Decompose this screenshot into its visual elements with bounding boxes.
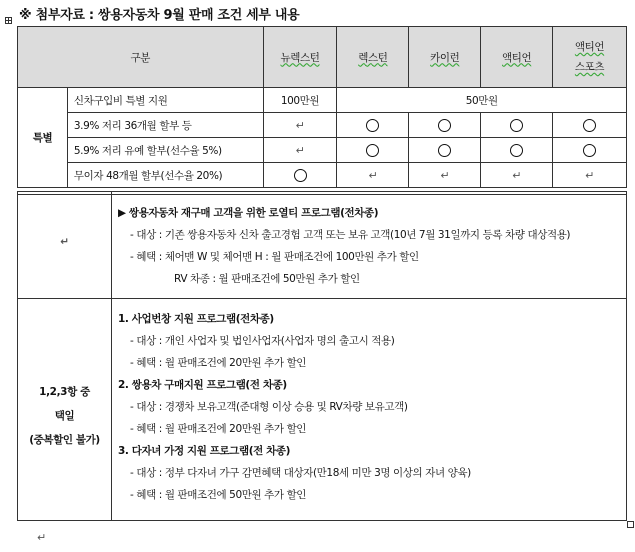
cell-value: 100만원 <box>263 88 337 113</box>
row-label: 신차구입비 특별 지원 <box>67 88 263 113</box>
program-list <box>118 308 471 506</box>
programs-table <box>17 191 627 521</box>
loyalty-benefit-rv: RV 차종 : 월 판매조건에 50만원 추가 할인 <box>174 273 360 285</box>
circle-mark-icon <box>366 144 379 157</box>
header-model: 액티언 <box>481 27 553 88</box>
divider <box>18 298 626 299</box>
row-label: 3.9% 저리 36개월 할부 등 <box>67 113 263 138</box>
program-benefit: - 혜택 : 월 판매조건에 50만원 추가 할인 <box>130 489 307 501</box>
table-row <box>18 138 627 163</box>
cell-value <box>263 163 337 188</box>
header-model: 액티언 스포츠 <box>553 27 627 88</box>
program-heading: 2. 쌍용차 구매지원 프로그램(전 차종) <box>118 379 287 391</box>
document-title: ※ 첨부자료 : 쌍용자동차 9월 판매 조건 세부 내용 <box>19 8 300 23</box>
circle-mark-icon <box>510 119 523 132</box>
cell-value: ↵ <box>481 163 553 188</box>
cell-value: 50만원 <box>337 88 627 113</box>
program-target: - 대상 : 개인 사업자 및 법인사업자(사업자 명의 출고시 적용) <box>130 335 395 347</box>
circle-mark-icon <box>583 119 596 132</box>
divider <box>18 192 626 195</box>
program-heading: 1. 사업번창 지원 프로그램(전차종) <box>118 313 274 325</box>
header-model: 렉스턴 <box>337 27 409 88</box>
cell-value: ↵ <box>263 138 337 163</box>
header-model: 카이런 <box>409 27 481 88</box>
table-row <box>18 163 627 188</box>
circle-mark-icon <box>294 169 307 182</box>
cell-value <box>553 138 627 163</box>
cell-value <box>337 113 409 138</box>
cell-value <box>409 113 481 138</box>
cell-value: ↵ <box>263 113 337 138</box>
cell-value <box>409 138 481 163</box>
cell-value: ↵ <box>337 163 409 188</box>
program-target: - 대상 : 정부 다자녀 가구 감면혜택 대상자(만18세 미만 3명 이상의 자녀 양육) <box>130 467 471 479</box>
circle-mark-icon <box>366 119 379 132</box>
table-header-row <box>18 27 627 88</box>
circle-mark-icon <box>583 144 596 157</box>
row-label: 5.9% 저리 유예 할부(선수율 5%) <box>67 138 263 163</box>
program-target: - 대상 : 경쟁차 보유고객(준대형 이상 승용 및 RV차량 보유고객) <box>130 401 408 413</box>
loyalty-program <box>118 202 570 290</box>
program-benefit: - 혜택 : 월 판매조건에 20만원 추가 할인 <box>130 423 307 435</box>
sales-conditions-table <box>17 26 627 188</box>
circle-mark-icon <box>438 144 451 157</box>
choose-one-label: 1,2,3항 중 택일 (중복할인 불가) <box>29 386 100 446</box>
table-row <box>18 88 627 113</box>
cell-value <box>553 113 627 138</box>
cell-value: ↵ <box>553 163 627 188</box>
table-resize-handle-icon[interactable] <box>627 521 634 528</box>
table-row <box>18 113 627 138</box>
circle-mark-icon <box>438 119 451 132</box>
cell-value: ↵ <box>409 163 481 188</box>
header-model: 뉴렉스턴 <box>263 27 337 88</box>
cell-value <box>481 113 553 138</box>
empty-cell-mark: ↵ <box>60 236 69 248</box>
loyalty-benefit: - 혜택 : 체어맨 W 및 체어맨 H : 월 판매조건에 100만원 추가 할인 <box>130 251 419 263</box>
program-heading: 3. 다자녀 가정 지원 프로그램(전 차종) <box>118 445 290 457</box>
divider <box>111 192 112 520</box>
program-benefit: - 혜택 : 월 판매조건에 20만원 추가 할인 <box>130 357 307 369</box>
special-label: 특별 <box>18 88 68 188</box>
cell-value <box>337 138 409 163</box>
circle-mark-icon <box>510 144 523 157</box>
header-category: 구분 <box>18 27 264 88</box>
loyalty-heading: ▶ 쌍용자동차 재구매 고객을 위한 로열티 프로그램(전차종) <box>118 207 379 219</box>
table-move-handle-icon[interactable] <box>5 17 12 24</box>
cell-value <box>481 138 553 163</box>
row-label: 무이자 48개월 할부(선수율 20%) <box>67 163 263 188</box>
paragraph-mark: ↵ <box>37 531 47 544</box>
loyalty-target: - 대상 : 기존 쌍용자동차 신차 출고경험 고객 또는 보유 고객(10년 7월 31일까지 등록 차량 대상적용) <box>130 229 571 241</box>
